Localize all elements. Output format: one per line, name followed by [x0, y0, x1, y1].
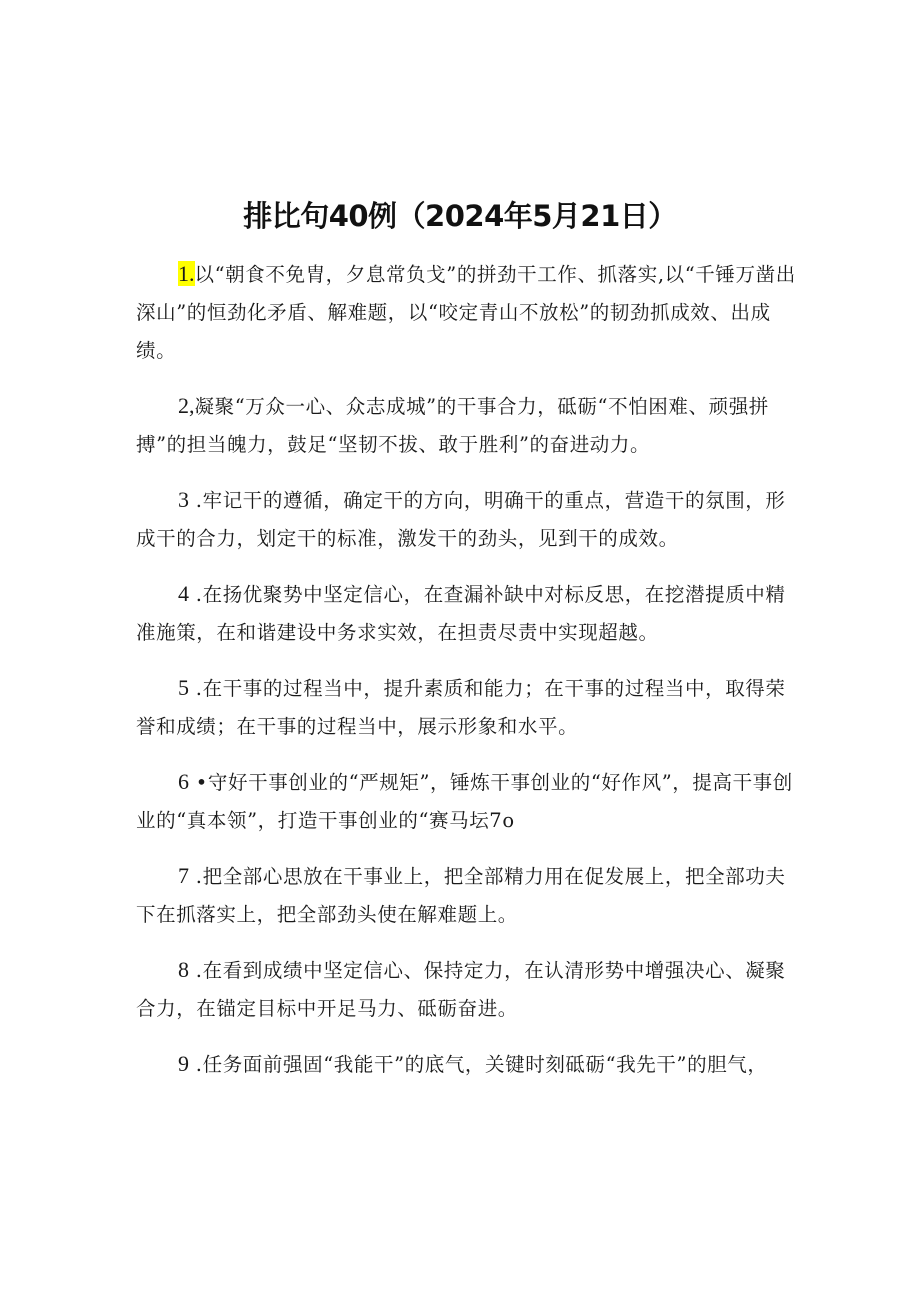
paragraph-text: .任务面前强固“我能干”的底气，关键时刻砥砺“我先干”的胆气， [189, 1053, 768, 1076]
paragraph-9 [136, 1045, 802, 1084]
paragraph-text: .在看到成绩中坚定信心、保持定力，在认清形势中增强决心、凝聚合力，在锚定目标中开足马力、砥砺奋进。 [136, 959, 786, 1020]
paragraph-text: 以“朝食不免胄，夕息常负戈”的拼劲干工作、抓落实,以“千锤万凿出深山”的恒劲化矛盾、解难题，以“咬定青山不放松”的韧劲抓成效、出成绩。 [136, 263, 796, 362]
paragraph-text: .牢记干的遵循，确定干的方向，明确干的重点，营造干的氛围，形成干的合力，划定干的标准，激发干的劲头，见到干的成效。 [136, 489, 786, 550]
paragraph-number: 7 [178, 863, 189, 888]
paragraph-1 [136, 255, 802, 370]
paragraph-2 [136, 387, 802, 464]
paragraph-number: 2, [178, 393, 195, 418]
paragraph-4 [136, 575, 802, 652]
paragraph-7 [136, 857, 802, 934]
paragraph-number: 4 [178, 581, 189, 606]
paragraph-text: .在扬优聚势中坚定信心，在查漏补缺中对标反思，在挖潜提质中精准施策，在和谐建设中务求实效，在担责尽责中实现超越。 [136, 583, 786, 644]
paragraph-number: 6 [178, 769, 189, 794]
paragraph-text: .在干事的过程当中，提升素质和能力；在干事的过程当中，取得荣誉和成绩；在干事的过程当中，展示形象和水平。 [136, 677, 786, 738]
paragraph-number: 3 [178, 487, 189, 512]
paragraph-3 [136, 481, 802, 558]
paragraph-number: 9 [178, 1051, 189, 1076]
paragraph-5 [136, 669, 802, 746]
document-title: 排比句40例（2024年5月21日） [243, 199, 677, 233]
paragraph-6 [136, 763, 802, 840]
paragraph-8 [136, 951, 802, 1028]
paragraph-text: •守好干事创业的“严规矩”，锤炼干事创业的“好作风”，提高干事创业的“真本领”，打造干事创业的“赛马坛7o [136, 771, 793, 832]
paragraph-number: 5 [178, 675, 189, 700]
paragraph-text: .把全部心思放在干事业上，把全部精力用在促发展上，把全部功夫下在抓落实上，把全部劲头使在解难题上。 [136, 865, 786, 926]
paragraph-number-highlighted: 1. [178, 261, 195, 286]
paragraph-number: 8 [178, 957, 189, 982]
paragraph-text: 凝聚“万众一心、众志成城”的干事合力，砥砺“不怕困难、顽强拼搏”的担当魄力，鼓足“坚韧不拔、敢于胜利”的奋进动力。 [136, 395, 769, 456]
